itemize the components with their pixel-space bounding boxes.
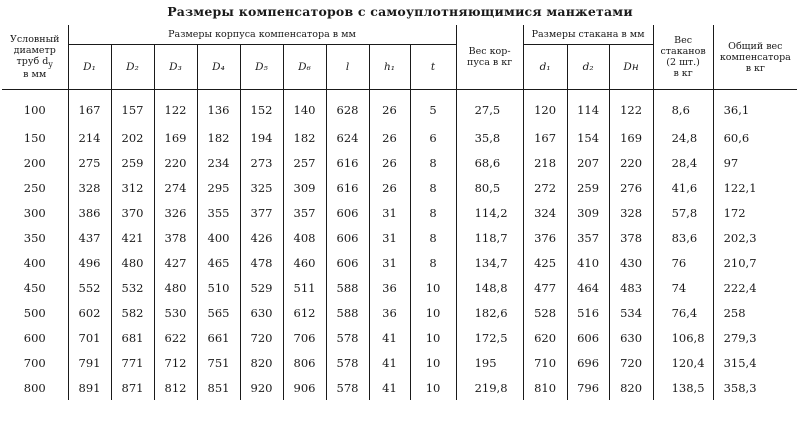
cell-ws: 138,5	[653, 375, 713, 400]
cell-l: 606	[326, 200, 369, 225]
header-total-weight: Общий вес компенсатора в кг	[713, 25, 797, 90]
cell-wt: 172	[713, 200, 797, 225]
table-body	[2, 90, 797, 401]
cell-d1: 167	[523, 125, 567, 150]
cell-l: 616	[326, 150, 369, 175]
cell-D6: 408	[283, 225, 326, 250]
cell-Dn: 328	[609, 200, 653, 225]
header-Dn: Dн	[609, 45, 653, 90]
cell-t: 8	[410, 150, 456, 175]
cell-Dn: 820	[609, 375, 653, 400]
cell-h1: 41	[369, 375, 410, 400]
cell-h1: 31	[369, 225, 410, 250]
cell-h1: 26	[369, 125, 410, 150]
cell-D6: 357	[283, 200, 326, 225]
cell-wt: 358,3	[713, 375, 797, 400]
cell-l: 606	[326, 250, 369, 275]
cell-wt: 60,6	[713, 125, 797, 150]
cell-Dn: 720	[609, 350, 653, 375]
cell-d1: 810	[523, 375, 567, 400]
cell-t: 10	[410, 350, 456, 375]
cell-D5: 325	[240, 175, 283, 200]
cell-D3: 326	[154, 200, 197, 225]
cell-D2: 421	[111, 225, 154, 250]
cell-dy: 450	[23, 280, 46, 295]
cell-t: 10	[410, 325, 456, 350]
cell-D1: 552	[68, 275, 111, 300]
header-D2: D₂	[111, 45, 154, 90]
cell-D4: 355	[197, 200, 240, 225]
cell-D3: 274	[154, 175, 197, 200]
cell-wt: 315,4	[713, 350, 797, 375]
cell-d2: 357	[567, 225, 609, 250]
cell-l: 588	[326, 275, 369, 300]
cell-D3: 220	[154, 150, 197, 175]
table-row	[2, 275, 797, 300]
cell-dy: 150	[23, 130, 46, 145]
cell-D2: 771	[111, 350, 154, 375]
cell-D4: 295	[197, 175, 240, 200]
header-l: l	[326, 45, 369, 90]
cell-D5: 529	[240, 275, 283, 300]
cell-ws: 76	[653, 250, 713, 275]
cell-wb: 80,5	[456, 175, 523, 200]
cell-D1: 328	[68, 175, 111, 200]
cell-d2: 309	[567, 200, 609, 225]
cell-Dn: 630	[609, 325, 653, 350]
cell-d1: 477	[523, 275, 567, 300]
table-row	[2, 325, 797, 350]
cell-d1: 710	[523, 350, 567, 375]
cell-l: 578	[326, 325, 369, 350]
cell-h1: 36	[369, 300, 410, 325]
cell-d2: 410	[567, 250, 609, 275]
cell-h1: 36	[369, 275, 410, 300]
cell-ws: 24,8	[653, 125, 713, 150]
header-D5: D₅	[240, 45, 283, 90]
cell-D2: 681	[111, 325, 154, 350]
cell-D3: 622	[154, 325, 197, 350]
cell-dy: 300	[23, 205, 46, 220]
cell-wb: 219,8	[456, 375, 523, 400]
cell-wt: 279,3	[713, 325, 797, 350]
header-D1: D₁	[68, 45, 111, 90]
cell-d2: 796	[567, 375, 609, 400]
cell-D1: 214	[68, 125, 111, 150]
cell-l: 578	[326, 375, 369, 400]
cell-D2: 582	[111, 300, 154, 325]
header-h1: h₁	[369, 45, 410, 90]
cell-dy: 100	[23, 103, 46, 117]
cell-wt: 210,7	[713, 250, 797, 275]
table-row	[2, 225, 797, 250]
cell-D5: 194	[240, 125, 283, 150]
cell-dy: 600	[23, 330, 46, 345]
cell-Dn: 122	[609, 90, 653, 126]
table-row	[2, 150, 797, 175]
table-row	[2, 200, 797, 225]
cell-D2: 157	[111, 90, 154, 126]
cell-D1: 386	[68, 200, 111, 225]
cell-d1: 324	[523, 200, 567, 225]
cell-ws: 74	[653, 275, 713, 300]
cell-D6: 906	[283, 375, 326, 400]
cell-wb: 172,5	[456, 325, 523, 350]
table-header	[2, 25, 797, 90]
cell-d2: 259	[567, 175, 609, 200]
cell-h1: 41	[369, 325, 410, 350]
cell-d2: 516	[567, 300, 609, 325]
cell-wb: 148,8	[456, 275, 523, 300]
cell-D1: 891	[68, 375, 111, 400]
table-row	[2, 300, 797, 325]
cell-d2: 464	[567, 275, 609, 300]
header-body-weight: Вес кор- пуса в кг	[456, 25, 523, 90]
cell-ws: 8,6	[653, 90, 713, 126]
cell-wt: 222,4	[713, 275, 797, 300]
cell-D1: 275	[68, 150, 111, 175]
cell-ws: 41,6	[653, 175, 713, 200]
cell-Dn: 220	[609, 150, 653, 175]
header-d1: d₁	[523, 45, 567, 90]
compensator-dimensions-table	[2, 25, 797, 400]
cell-wb: 68,6	[456, 150, 523, 175]
cell-l: 606	[326, 225, 369, 250]
cell-ws: 76,4	[653, 300, 713, 325]
cell-ws: 106,8	[653, 325, 713, 350]
cell-D6: 140	[283, 90, 326, 126]
cell-Dn: 534	[609, 300, 653, 325]
cell-t: 6	[410, 125, 456, 150]
cell-D4: 136	[197, 90, 240, 126]
cell-D4: 465	[197, 250, 240, 275]
cell-d1: 272	[523, 175, 567, 200]
cell-dy: 350	[23, 230, 46, 245]
cell-ws: 28,4	[653, 150, 713, 175]
header-D4: D₄	[197, 45, 240, 90]
header-t: t	[410, 45, 456, 90]
cell-ws: 83,6	[653, 225, 713, 250]
cell-d2: 696	[567, 350, 609, 375]
cell-D4: 851	[197, 375, 240, 400]
cell-h1: 31	[369, 200, 410, 225]
cell-D5: 920	[240, 375, 283, 400]
cell-D2: 532	[111, 275, 154, 300]
cell-D2: 871	[111, 375, 154, 400]
cell-wb: 35,8	[456, 125, 523, 150]
cell-t: 10	[410, 300, 456, 325]
cell-D1: 496	[68, 250, 111, 275]
header-d2: d₂	[567, 45, 609, 90]
cell-D3: 712	[154, 350, 197, 375]
cell-D1: 791	[68, 350, 111, 375]
cell-dy: 800	[23, 380, 46, 395]
cell-D2: 370	[111, 200, 154, 225]
table-row	[2, 175, 797, 200]
cell-Dn: 169	[609, 125, 653, 150]
cell-D4: 565	[197, 300, 240, 325]
cell-wb: 182,6	[456, 300, 523, 325]
cell-D5: 720	[240, 325, 283, 350]
cell-d1: 620	[523, 325, 567, 350]
cell-D6: 612	[283, 300, 326, 325]
cell-D3: 169	[154, 125, 197, 150]
cell-d2: 606	[567, 325, 609, 350]
header-sleeve-group: Размеры стакана в мм	[523, 25, 653, 45]
cell-D5: 478	[240, 250, 283, 275]
cell-d1: 120	[523, 90, 567, 126]
cell-t: 10	[410, 275, 456, 300]
cell-t: 8	[410, 250, 456, 275]
cell-dy: 200	[23, 155, 46, 170]
cell-l: 628	[326, 90, 369, 126]
cell-D5: 426	[240, 225, 283, 250]
header-sleeve-weight: Вес стаканов (2 шт.) в кг	[653, 25, 713, 90]
cell-D6: 257	[283, 150, 326, 175]
cell-t: 8	[410, 175, 456, 200]
cell-D6: 309	[283, 175, 326, 200]
cell-l: 624	[326, 125, 369, 150]
table-row	[2, 125, 797, 150]
cell-D1: 437	[68, 225, 111, 250]
cell-wt: 36,1	[713, 90, 797, 126]
cell-Dn: 276	[609, 175, 653, 200]
cell-D6: 806	[283, 350, 326, 375]
cell-D5: 630	[240, 300, 283, 325]
cell-D6: 706	[283, 325, 326, 350]
cell-d1: 425	[523, 250, 567, 275]
cell-h1: 26	[369, 150, 410, 175]
cell-dy: 400	[23, 255, 46, 270]
cell-dy: 250	[23, 180, 46, 195]
cell-wb: 27,5	[456, 90, 523, 126]
cell-l: 578	[326, 350, 369, 375]
cell-wt: 258	[713, 300, 797, 325]
cell-D6: 182	[283, 125, 326, 150]
cell-Dn: 483	[609, 275, 653, 300]
cell-D6: 511	[283, 275, 326, 300]
cell-wb: 114,2	[456, 200, 523, 225]
cell-dy: 500	[23, 305, 46, 320]
header-D3: D₃	[154, 45, 197, 90]
cell-D5: 152	[240, 90, 283, 126]
header-D6: D₆	[283, 45, 326, 90]
cell-h1: 31	[369, 250, 410, 275]
cell-t: 10	[410, 375, 456, 400]
header-nominal-diameter: Условный диаметр труб $d_у$ в мм	[9, 33, 60, 81]
cell-wt: 202,3	[713, 225, 797, 250]
cell-h1: 26	[369, 175, 410, 200]
cell-D4: 661	[197, 325, 240, 350]
table-row	[2, 90, 797, 126]
table-row	[2, 350, 797, 375]
cell-D4: 400	[197, 225, 240, 250]
cell-wt: 97	[713, 150, 797, 175]
cell-wt: 122,1	[713, 175, 797, 200]
cell-d1: 218	[523, 150, 567, 175]
cell-l: 616	[326, 175, 369, 200]
cell-D2: 202	[111, 125, 154, 150]
cell-D3: 427	[154, 250, 197, 275]
table-row	[2, 250, 797, 275]
cell-wb: 195	[456, 350, 523, 375]
cell-D3: 378	[154, 225, 197, 250]
cell-d2: 114	[567, 90, 609, 126]
cell-l: 588	[326, 300, 369, 325]
cell-wb: 134,7	[456, 250, 523, 275]
cell-d2: 207	[567, 150, 609, 175]
cell-D3: 530	[154, 300, 197, 325]
cell-d1: 528	[523, 300, 567, 325]
cell-ws: 120,4	[653, 350, 713, 375]
cell-D4: 510	[197, 275, 240, 300]
cell-D1: 602	[68, 300, 111, 325]
cell-Dn: 378	[609, 225, 653, 250]
cell-D3: 812	[154, 375, 197, 400]
cell-Dn: 430	[609, 250, 653, 275]
cell-D4: 751	[197, 350, 240, 375]
cell-d2: 154	[567, 125, 609, 150]
cell-D2: 312	[111, 175, 154, 200]
cell-wb: 118,7	[456, 225, 523, 250]
table-row	[2, 375, 797, 400]
cell-d1: 376	[523, 225, 567, 250]
cell-D5: 820	[240, 350, 283, 375]
cell-t: 8	[410, 200, 456, 225]
cell-D6: 460	[283, 250, 326, 275]
cell-D1: 701	[68, 325, 111, 350]
cell-h1: 26	[369, 90, 410, 126]
table-title: Размеры компенсаторов с самоуплотняющимися манжетами	[167, 4, 633, 19]
cell-D5: 377	[240, 200, 283, 225]
cell-D3: 480	[154, 275, 197, 300]
cell-D5: 273	[240, 150, 283, 175]
cell-ws: 57,8	[653, 200, 713, 225]
cell-D3: 122	[154, 90, 197, 126]
cell-D4: 234	[197, 150, 240, 175]
header-body-group: Размеры корпуса компенсатора в мм	[68, 25, 456, 45]
cell-t: 8	[410, 225, 456, 250]
cell-t: 5	[410, 90, 456, 126]
cell-D2: 480	[111, 250, 154, 275]
cell-h1: 41	[369, 350, 410, 375]
cell-dy: 700	[23, 355, 46, 370]
cell-D1: 167	[68, 90, 111, 126]
cell-D2: 259	[111, 150, 154, 175]
cell-D4: 182	[197, 125, 240, 150]
